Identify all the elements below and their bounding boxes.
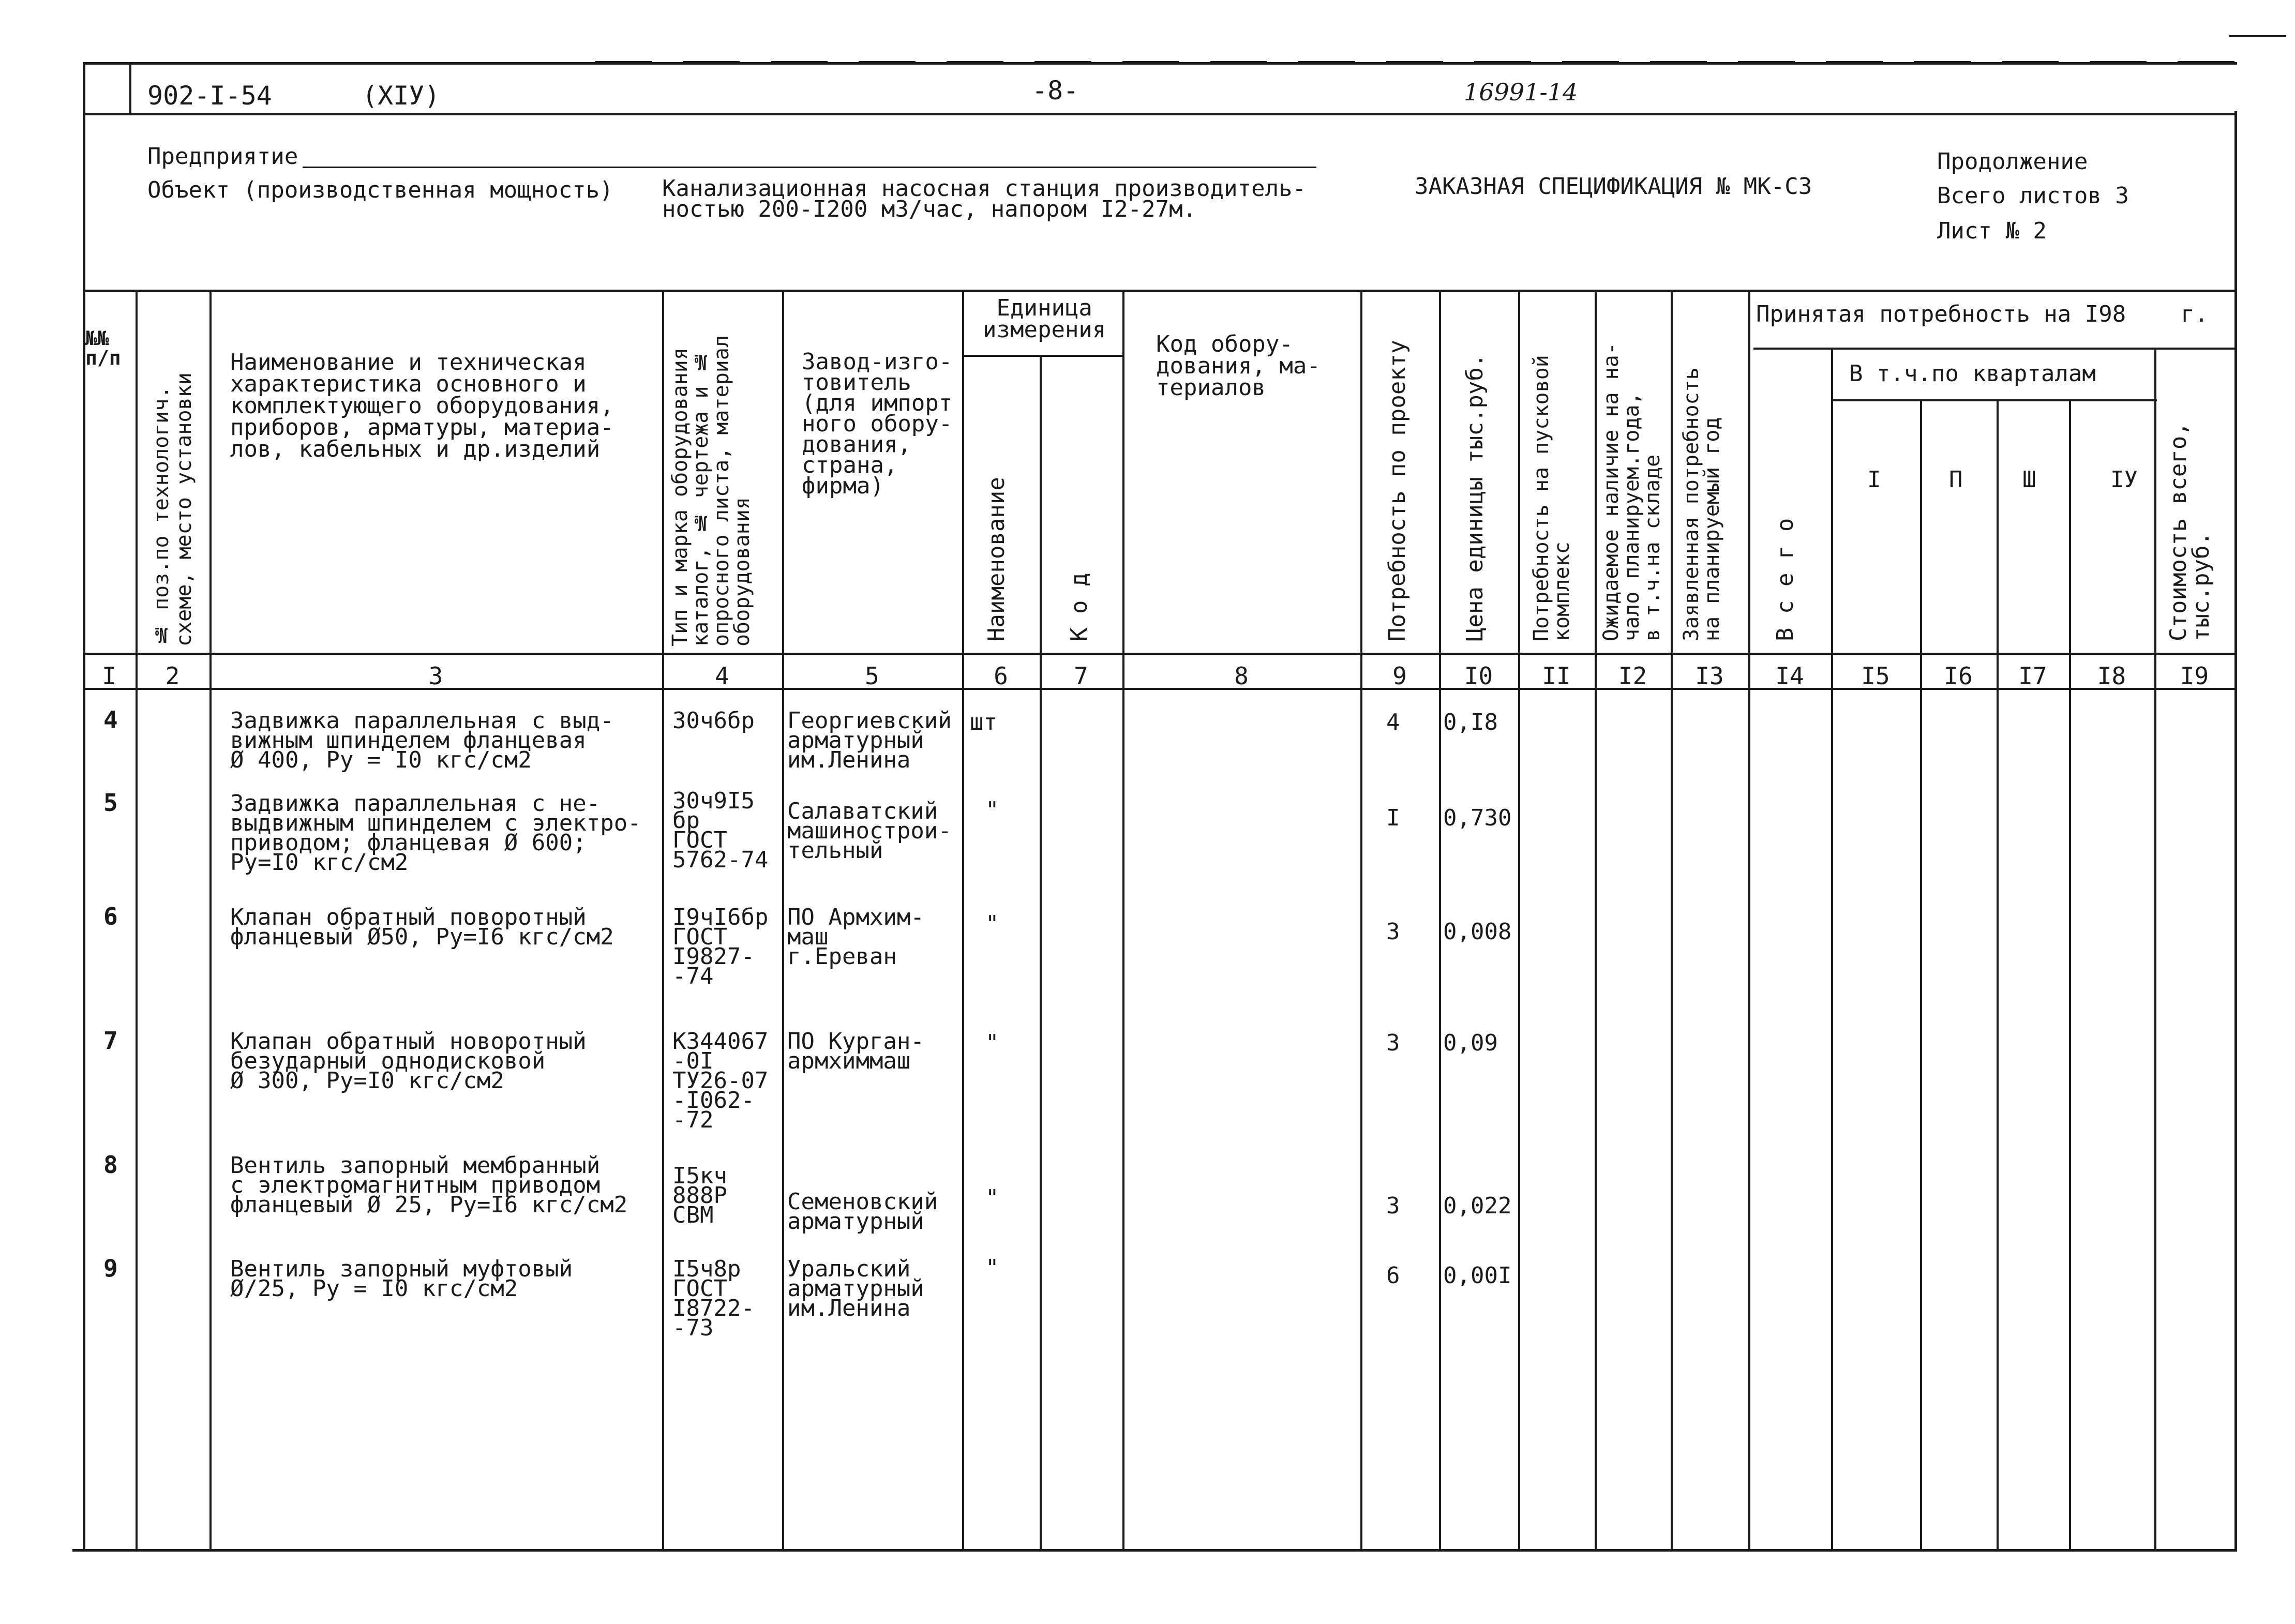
sheet-number: Лист № 2 bbox=[1937, 218, 2047, 244]
row-item-price: 0,008 bbox=[1443, 919, 1512, 945]
row-item-price: 0,09 bbox=[1443, 1030, 1498, 1056]
col-header-type: Тип и марка оборудования каталог, № чертежа и № опросного листа, материал оборудования bbox=[668, 335, 754, 646]
col-header-name: Наименование и техническая характеристика основного и комплектующего оборудования, приборов, арматуры, материа- лов, кабельных и др.изделий bbox=[230, 349, 614, 462]
row-item-price: 0,022 bbox=[1443, 1193, 1512, 1219]
column-number: I7 bbox=[2018, 662, 2047, 690]
col-line-2 bbox=[209, 290, 212, 1549]
row-item-type: I5ч8р ГОСТ I8722- -73 bbox=[672, 1256, 755, 1341]
col-line-11 bbox=[1595, 290, 1597, 1549]
spec-title: ЗАКАЗНАЯ СПЕЦИФИКАЦИЯ № МК-С3 bbox=[1415, 173, 1812, 200]
col-header-project-need: Потребность по проекту bbox=[1384, 340, 1411, 641]
col-header-unit-name: Наименование bbox=[983, 477, 1010, 641]
frame-right bbox=[2234, 111, 2237, 1552]
row-item-quantity: 3 bbox=[1386, 1030, 1400, 1056]
enterprise-label: Предприятие bbox=[147, 143, 298, 170]
column-number: 2 bbox=[165, 662, 180, 690]
inventory-number: 16991-14 bbox=[1464, 78, 1578, 106]
column-number: I9 bbox=[2180, 662, 2209, 690]
column-number: I4 bbox=[1775, 662, 1804, 690]
object-label: Объект (производственная мощность) bbox=[147, 177, 613, 203]
row-item-unit: " bbox=[985, 911, 999, 937]
col-line-17 bbox=[2069, 399, 2071, 1549]
row-item-manufacturer: Семеновский арматурный bbox=[787, 1189, 938, 1235]
row-item-quantity: 4 bbox=[1386, 709, 1400, 735]
row-item-type: 30ч9I5 бр ГОСТ 5762-74 bbox=[672, 788, 769, 873]
row-item-name: Задвижка параллельная с выд- вижным шпинделем фланцевая Ø 400, Ру = I0 кгс/см2 bbox=[230, 708, 614, 773]
col-header-equipment-code: Код обору- дования, ма- териалов bbox=[1156, 331, 1321, 401]
header-divider bbox=[85, 113, 2237, 115]
col-line-4 bbox=[782, 290, 784, 1549]
column-number: II bbox=[1542, 662, 1571, 690]
col-header-q3: Ш bbox=[2022, 467, 2036, 493]
column-number: 4 bbox=[715, 662, 729, 690]
column-number: I6 bbox=[1944, 662, 1973, 690]
col-header-q2: П bbox=[1949, 467, 1963, 493]
row-item-price: 0,00I bbox=[1443, 1262, 1512, 1289]
col-header-manufacturer: Завод-изго- товитель (для импорт ного обору- дования, страна, фирма) bbox=[802, 349, 953, 499]
document-part: (XIУ) bbox=[362, 81, 440, 111]
col-line-12 bbox=[1671, 290, 1673, 1549]
row-number: 5 bbox=[103, 789, 118, 817]
row-item-quantity: 3 bbox=[1386, 919, 1400, 945]
column-number: 6 bbox=[994, 662, 1008, 690]
document-code: 902-I-54 bbox=[147, 81, 272, 111]
top-dash-line bbox=[2229, 35, 2286, 37]
quarters-group-divider bbox=[1831, 399, 2157, 401]
col-header-declared-need: Заявленная потребность на планируемый год bbox=[1679, 367, 1724, 641]
row-item-name: Клапан обратный новоротный безударный однодисковой Ø 300, Ру=I0 кгс/см2 bbox=[230, 1028, 587, 1094]
row-item-quantity: I bbox=[1386, 805, 1400, 831]
object-value: Канализационная насосная станция производитель- ностью 200-I200 м3/час, напором I2-27м. bbox=[662, 175, 1307, 222]
col-header-total: В с е г о bbox=[1772, 518, 1798, 641]
column-number: I0 bbox=[1464, 662, 1493, 690]
col-header-row-number: №№ п/п bbox=[85, 327, 121, 369]
row-item-unit: " bbox=[985, 1255, 999, 1281]
col-line-18 bbox=[2154, 348, 2156, 1549]
column-number: 5 bbox=[865, 662, 879, 690]
row-item-type: I5кч 888Р СВМ bbox=[672, 1163, 727, 1228]
row-item-unit: шт bbox=[970, 709, 997, 735]
col-line-5 bbox=[962, 290, 964, 1549]
row-item-manufacturer: Салаватский машинострои- тельный bbox=[787, 798, 952, 864]
column-number: I3 bbox=[1695, 662, 1724, 690]
continuation-label: Продолжение bbox=[1937, 148, 2088, 175]
total-sheets: Всего листов 3 bbox=[1937, 183, 2129, 209]
col-line-8 bbox=[1360, 290, 1362, 1549]
col-header-unit-group: Единица измерения bbox=[983, 295, 1106, 343]
col-header-quarters-group: В т.ч.по кварталам bbox=[1849, 360, 2096, 387]
frame-top bbox=[85, 62, 2237, 65]
col-line-14 bbox=[1831, 348, 1833, 1549]
column-number: I5 bbox=[1861, 662, 1890, 690]
accepted-group-divider bbox=[1753, 348, 2237, 350]
frame-bottom bbox=[72, 1549, 2237, 1552]
col-line-15 bbox=[1920, 399, 1922, 1549]
row-item-name: Клапан обратный поворотный фланцевый Ø50, Ру=I6 кгс/см2 bbox=[230, 904, 614, 950]
row-item-type: 30ч6бр bbox=[672, 708, 755, 734]
page-number: -8- bbox=[1032, 76, 1079, 106]
row-item-unit: " bbox=[985, 1185, 999, 1211]
row-item-manufacturer: Георгиевский арматурный им.Ленина bbox=[787, 708, 952, 773]
column-number: 7 bbox=[1074, 662, 1088, 690]
row-number: 6 bbox=[103, 903, 118, 930]
frame-left bbox=[83, 62, 85, 1552]
header-left-tick bbox=[129, 62, 131, 114]
numbers-row-top bbox=[83, 653, 2237, 655]
col-line-7 bbox=[1122, 290, 1124, 1549]
col-line-9 bbox=[1439, 290, 1441, 1549]
column-number: 9 bbox=[1392, 662, 1407, 690]
row-item-unit: " bbox=[985, 797, 999, 823]
col-line-3 bbox=[662, 290, 664, 1549]
row-item-quantity: 3 bbox=[1386, 1193, 1400, 1219]
row-item-price: 0,I8 bbox=[1443, 709, 1498, 735]
column-number: 3 bbox=[428, 662, 443, 690]
col-header-q1: I bbox=[1867, 467, 1881, 493]
column-number: I2 bbox=[1618, 662, 1647, 690]
column-number: 8 bbox=[1234, 662, 1249, 690]
row-number: 8 bbox=[103, 1151, 118, 1179]
row-number: 4 bbox=[103, 706, 118, 734]
row-item-type: I9чI6бр ГОСТ I9827- -74 bbox=[672, 904, 769, 989]
row-item-quantity: 6 bbox=[1386, 1262, 1400, 1289]
col-header-expected-stock: Ожидаемое наличие на на- чало планируем.года, в т.ч.на складе bbox=[1599, 342, 1664, 641]
row-item-name: Вентиль запорный мембранный с электромагнитным приводом фланцевый Ø 25, Ру=I6 кгс/см2 bbox=[230, 1152, 628, 1218]
column-number: I bbox=[102, 662, 116, 690]
col-line-6 bbox=[1040, 355, 1042, 1549]
col-header-startup-need: Потребность на пусковой комплекс bbox=[1529, 355, 1574, 641]
unit-group-divider bbox=[962, 355, 1123, 357]
col-header-unit-price: Цена единицы тыс.руб. bbox=[1462, 353, 1488, 641]
table-top bbox=[83, 290, 2237, 292]
row-item-name: Вентиль запорный муфтовый Ø/25, Ру = I0 кгс/см2 bbox=[230, 1256, 573, 1302]
row-number: 7 bbox=[103, 1027, 118, 1055]
enterprise-underline bbox=[303, 167, 1316, 168]
row-item-manufacturer: ПО Армхим- маш г.Ереван bbox=[787, 904, 924, 970]
col-header-unit-code: К о д bbox=[1066, 573, 1092, 641]
col-line-1 bbox=[136, 290, 138, 1549]
col-line-16 bbox=[1997, 399, 1999, 1549]
row-number: 9 bbox=[103, 1254, 118, 1282]
col-header-accepted-group: Принятая потребность на I98 г. bbox=[1756, 301, 2209, 327]
row-item-name: Задвижка параллельная с не- выдвижным шпинделем с электро- приводом; фланцевая Ø 600; Ру=I0 кгс/см2 bbox=[230, 790, 641, 876]
column-number: I8 bbox=[2097, 662, 2126, 690]
col-header-total-cost: Стоимость всего, тыс.руб. bbox=[2165, 422, 2214, 641]
row-item-manufacturer: ПО Курган- армхиммаш bbox=[787, 1028, 924, 1074]
row-item-price: 0,730 bbox=[1443, 805, 1512, 831]
col-header-q4: IУ bbox=[2110, 467, 2138, 493]
col-line-13 bbox=[1748, 290, 1750, 1549]
row-item-manufacturer: Уральский арматурный им.Ленина bbox=[787, 1256, 924, 1321]
col-header-position: № поз.по технологич. схеме, место установки bbox=[149, 372, 196, 646]
col-line-10 bbox=[1518, 290, 1520, 1549]
row-item-unit: " bbox=[985, 1030, 999, 1056]
row-item-type: К344067 -0I ТУ26-07 -I062- -72 bbox=[672, 1028, 769, 1133]
